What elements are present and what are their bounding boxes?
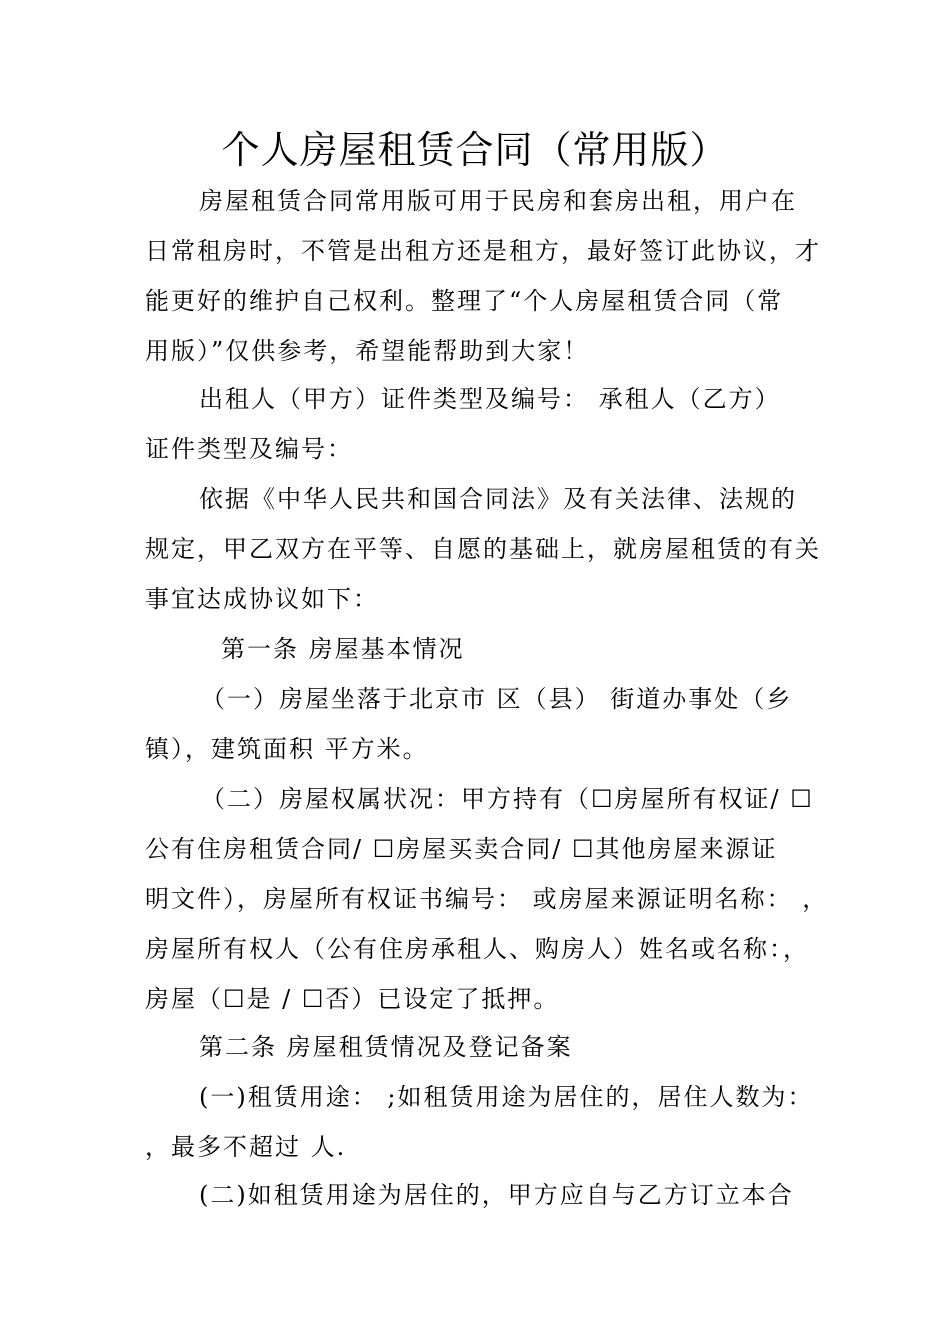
article-1-item-2 — [145, 774, 829, 1024]
text-line: 房屋所有权人（公有住房承租人、购房人）姓名或名称：， — [145, 935, 809, 963]
text-line: 用版）”仅供参考，希望能帮助到大家！ — [145, 337, 590, 365]
text-line: (一)租赁用途： ;如租赁用途为居住的，居住人数为： — [199, 1083, 814, 1111]
text-line: 镇），建筑面积 平方米。 — [145, 735, 429, 763]
text-line: 房屋（☐是 / ☐否）已设定了抵押。 — [145, 985, 560, 1013]
text-line: （二）房屋权属状况：甲方持有（☐房屋所有权证/ ☐ — [201, 785, 814, 813]
intro-paragraph — [145, 176, 821, 376]
text-line: 房屋租赁合同常用版可用于民房和套房出租，用户在 — [199, 187, 797, 215]
text-line: ，最多不超过 人. — [145, 1133, 347, 1161]
text-line: 明文件），房屋所有权证书编号： 或房屋来源证明名称： ， — [145, 885, 829, 913]
text-line: 公有住房租赁合同/ ☐房屋买卖合同/ ☐其他房屋来源证 — [145, 835, 778, 863]
article-1-item-1 — [145, 674, 810, 774]
text-line: 日常租房时，不管是出租方还是租方，最好签订此协议，才 — [145, 237, 821, 265]
document-title: 个人房屋租赁合同（常用版） — [221, 128, 729, 172]
article-2-item-2 — [145, 1170, 810, 1220]
text-line: 依据《中华人民共和国合同法》及有关法律、法规的 — [199, 485, 797, 513]
section-heading: 第一条 房屋基本情况 — [221, 635, 465, 663]
text-line: (二)如租赁用途为居住的，甲方应自与乙方订立本合 — [199, 1181, 794, 1209]
text-line: 事宜达成协议如下： — [145, 585, 379, 613]
text-line: 规定，甲乙双方在平等、自愿的基础上，就房屋租赁的有关 — [145, 535, 821, 563]
basis-paragraph — [145, 474, 821, 624]
article-2-item-1 — [145, 1072, 814, 1172]
text-line: 证件类型及编号： — [145, 435, 353, 463]
parties-paragraph — [145, 374, 810, 474]
text-line: 能更好的维护自己权利。整理了“个人房屋租赁合同（常 — [145, 287, 784, 315]
article-2-heading — [145, 1022, 810, 1072]
section-heading: 第二条 房屋租赁情况及登记备案 — [199, 1033, 573, 1061]
text-line: （一）房屋坐落于北京市 区（县） 街道办事处（乡 — [201, 685, 793, 713]
text-line: 出租人（甲方）证件类型及编号： 承租人（乙方） — [199, 385, 781, 413]
article-1-heading — [145, 624, 810, 674]
